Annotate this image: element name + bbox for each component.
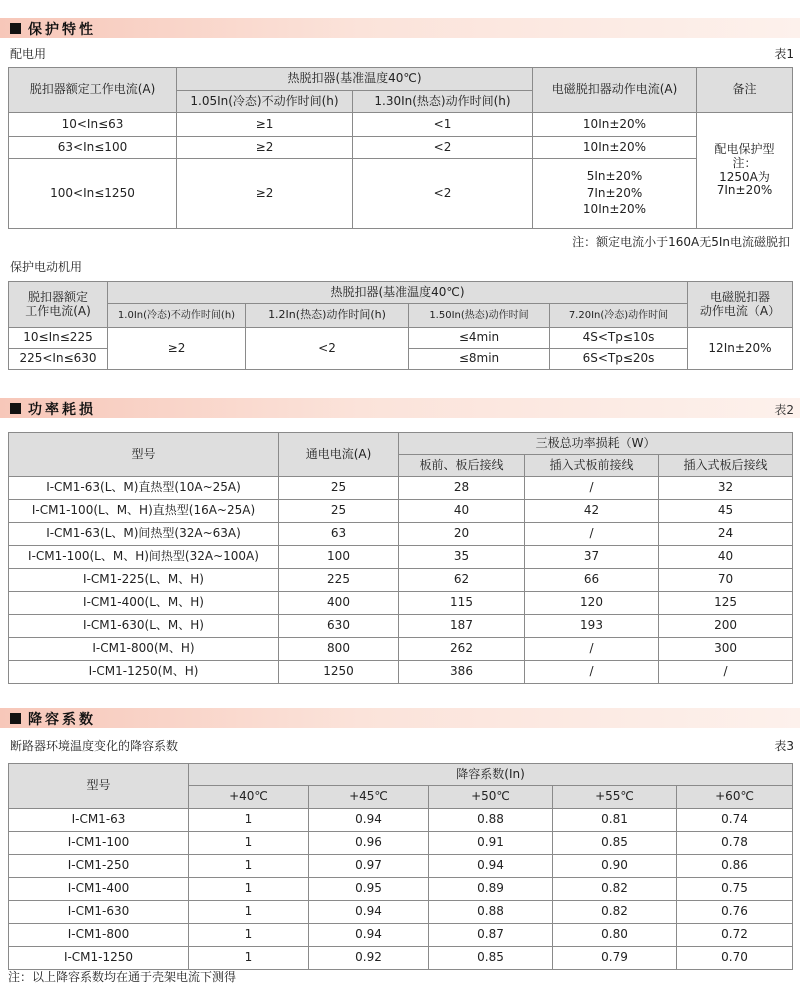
cell: 225<In≤630 [9,349,108,370]
em-line: 5In±20% [586,168,643,183]
cell: 0.85 [429,947,553,970]
table-row [9,523,793,546]
cell: / [525,477,659,500]
remark-line: 7In±20% [716,183,773,198]
cell: 0.82 [553,901,677,924]
header-line: 脱扣器额定 [27,289,88,304]
cell: 4S<Tp≤10s [550,328,688,349]
header-current: 通电电流(A) [279,433,399,477]
cell: 37 [525,546,659,569]
section-title: 保护特性 [28,22,96,38]
table-number: 表3 [774,739,794,753]
cell: 0.76 [677,901,793,924]
cell: 630 [279,615,399,638]
header-temp: +50℃ [429,786,553,809]
cell: 0.91 [429,832,553,855]
cell [533,159,697,229]
header-em [688,282,793,328]
header-c2: 1.2In(热态)动作时间(h) [246,304,409,328]
cell: 0.97 [309,855,429,878]
cell: 0.90 [553,855,677,878]
protection-table-motor [8,281,793,370]
power-loss-body [9,477,793,684]
table-row [9,638,793,661]
power-loss-table [8,432,793,684]
cell: 10<In≤63 [9,113,177,137]
cell: I-CM1-1250(M、H) [9,661,279,684]
square-bullet-icon [10,403,21,414]
cell: 0.81 [553,809,677,832]
cell: 62 [399,569,525,592]
cell: / [525,638,659,661]
cell: 40 [399,500,525,523]
header-em: 电磁脱扣器动作电流(A) [533,68,697,113]
remark-line: 配电保护型 [714,141,775,156]
cell: 10In±20% [533,137,697,159]
cell: <2 [353,159,533,229]
header-c4: 7.20In(冷态)动作时间 [550,304,688,328]
header-line: 工作电流(A) [25,303,91,318]
header-loss: 三极总功率损耗（W） [399,433,793,455]
cell: I-CM1-63(L、M)直热型(10A~25A) [9,477,279,500]
cell: / [525,523,659,546]
table-row [9,924,793,947]
em-line: 10In±20% [582,202,647,217]
derating-table [8,763,793,970]
cell: 120 [525,592,659,615]
cell: 200 [659,615,793,638]
cell: I-CM1-100(L、M、H)直热型(16A~25A) [9,500,279,523]
cell: 63<In≤100 [9,137,177,159]
cell: I-CM1-63 [9,809,189,832]
cell: 100<In≤1250 [9,159,177,229]
cell: 0.96 [309,832,429,855]
cell: 12In±20% [688,328,793,370]
cell: I-CM1-630 [9,901,189,924]
remark-cell [697,113,793,229]
cell: 187 [399,615,525,638]
cell: 1 [189,855,309,878]
header-l2: 插入式板前接线 [525,455,659,477]
cell: I-CM1-225(L、M、H) [9,569,279,592]
cell: ≤8min [409,349,550,370]
square-bullet-icon [10,713,21,724]
cell: I-CM1-100 [9,832,189,855]
cell: 225 [279,569,399,592]
cell: 1 [189,901,309,924]
table-row [9,569,793,592]
cell: 20 [399,523,525,546]
em-line: 7In±20% [586,185,643,200]
protection-table-distribution [8,67,793,229]
cell: 0.79 [553,947,677,970]
cell: I-CM1-630(L、M、H) [9,615,279,638]
cell: 0.87 [429,924,553,947]
subtitle-distribution: 配电用 [10,47,47,61]
cell: I-CM1-800 [9,924,189,947]
table-row [9,500,793,523]
cell: I-CM1-400(L、M、H) [9,592,279,615]
header-model: 型号 [9,764,189,809]
header-line: 动作电流（A） [699,303,781,318]
cell: 0.80 [553,924,677,947]
cell: 125 [659,592,793,615]
cell: 35 [399,546,525,569]
footnote-160a: 注：额定电流小于160A无5In电流磁脱扣 [572,235,790,249]
table-row [9,546,793,569]
cell: 70 [659,569,793,592]
cell: 32 [659,477,793,500]
header-thermal-b: 1.30In(热态)动作时间(h) [353,91,533,113]
cell: ≥1 [177,113,353,137]
cell: 1 [189,809,309,832]
header-thermal: 热脱扣器(基准温度40℃) [108,282,688,304]
cell: <2 [353,137,533,159]
cell: 28 [399,477,525,500]
header-thermal-a: 1.05In(冷态)不动作时间(h) [177,91,353,113]
cell: 100 [279,546,399,569]
table-row [9,615,793,638]
cell: I-CM1-250 [9,855,189,878]
subtitle-motor: 保护电动机用 [10,260,83,274]
cell: 262 [399,638,525,661]
header-c3: 1.50In(热态)动作时间 [409,304,550,328]
header-thermal: 热脱扣器(基准温度40℃) [177,68,533,91]
header-factor: 降容系数(In) [189,764,793,786]
cell: 0.89 [429,878,553,901]
cell: 115 [399,592,525,615]
table-row [9,477,793,500]
header-c1: 1.0In(冷态)不动作时间(h) [108,304,246,328]
header-line: 电磁脱扣器 [709,289,770,304]
cell: I-CM1-800(M、H) [9,638,279,661]
cell: ≥2 [108,328,246,370]
cell: I-CM1-63(L、M)间热型(32A~63A) [9,523,279,546]
table-row [9,137,793,159]
cell: I-CM1-400 [9,878,189,901]
cell: 0.94 [309,924,429,947]
header-temp: +55℃ [553,786,677,809]
cell: 10In±20% [533,113,697,137]
table-row [9,901,793,924]
table-row [9,809,793,832]
section-header-power-loss [0,398,800,418]
cell: <2 [246,328,409,370]
header-temp: +45℃ [309,786,429,809]
section-header-derating [0,708,800,728]
cell: 0.75 [677,878,793,901]
cell: 0.94 [429,855,553,878]
cell: / [525,661,659,684]
table-number: 表1 [774,47,794,61]
table-row [9,113,793,137]
cell: 800 [279,638,399,661]
cell: 40 [659,546,793,569]
table-row [9,661,793,684]
header-note: 备注 [697,68,793,113]
section-title: 降容系数 [28,712,96,728]
cell: 0.74 [677,809,793,832]
cell: 1 [189,947,309,970]
cell: 0.88 [429,809,553,832]
table-row [9,592,793,615]
cell: 1 [189,878,309,901]
cell: <1 [353,113,533,137]
subtitle-derating: 断路器环境温度变化的降容系数 [10,739,179,753]
cell: I-CM1-1250 [9,947,189,970]
table-row [9,947,793,970]
footnote-derating: 注：以上降容系数均在通于壳架电流下测得 [8,970,237,984]
cell: / [659,661,793,684]
cell: 10≤In≤225 [9,328,108,349]
table-row [9,855,793,878]
cell: 1 [189,924,309,947]
cell: 24 [659,523,793,546]
remark-line: 1250A为 [719,169,770,184]
cell: 1250 [279,661,399,684]
table-row [9,328,793,349]
header-model: 型号 [9,433,279,477]
table-number: 表2 [774,403,794,417]
cell: 0.85 [553,832,677,855]
header-l3: 插入式板后接线 [659,455,793,477]
cell: I-CM1-100(L、M、H)间热型(32A~100A) [9,546,279,569]
cell: ≤4min [409,328,550,349]
cell: 400 [279,592,399,615]
cell: 6S<Tp≤20s [550,349,688,370]
table-row [9,832,793,855]
cell: 386 [399,661,525,684]
cell: 0.94 [309,809,429,832]
table-row [9,878,793,901]
cell: 0.70 [677,947,793,970]
cell: 193 [525,615,659,638]
cell: 0.78 [677,832,793,855]
cell: 0.86 [677,855,793,878]
cell: 0.94 [309,901,429,924]
remark-line: 注： [732,155,757,170]
cell: 25 [279,500,399,523]
header-rated-current [9,282,108,328]
cell: 0.95 [309,878,429,901]
header-l1: 板前、板后接线 [399,455,525,477]
header-temp: +40℃ [189,786,309,809]
cell: 0.82 [553,878,677,901]
cell: 1 [189,832,309,855]
cell: 42 [525,500,659,523]
cell: 66 [525,569,659,592]
cell: 0.92 [309,947,429,970]
cell: 300 [659,638,793,661]
square-bullet-icon [10,23,21,34]
section-header-protection [0,18,800,38]
derating-body [9,809,793,970]
cell: ≥2 [177,159,353,229]
header-temp: +60℃ [677,786,793,809]
section-title: 功率耗损 [28,402,96,418]
header-rated-current: 脱扣器额定工作电流(A) [9,68,177,113]
cell: 0.88 [429,901,553,924]
cell: ≥2 [177,137,353,159]
cell: 63 [279,523,399,546]
cell: 45 [659,500,793,523]
table-row [9,159,793,229]
cell: 25 [279,477,399,500]
cell: 0.72 [677,924,793,947]
